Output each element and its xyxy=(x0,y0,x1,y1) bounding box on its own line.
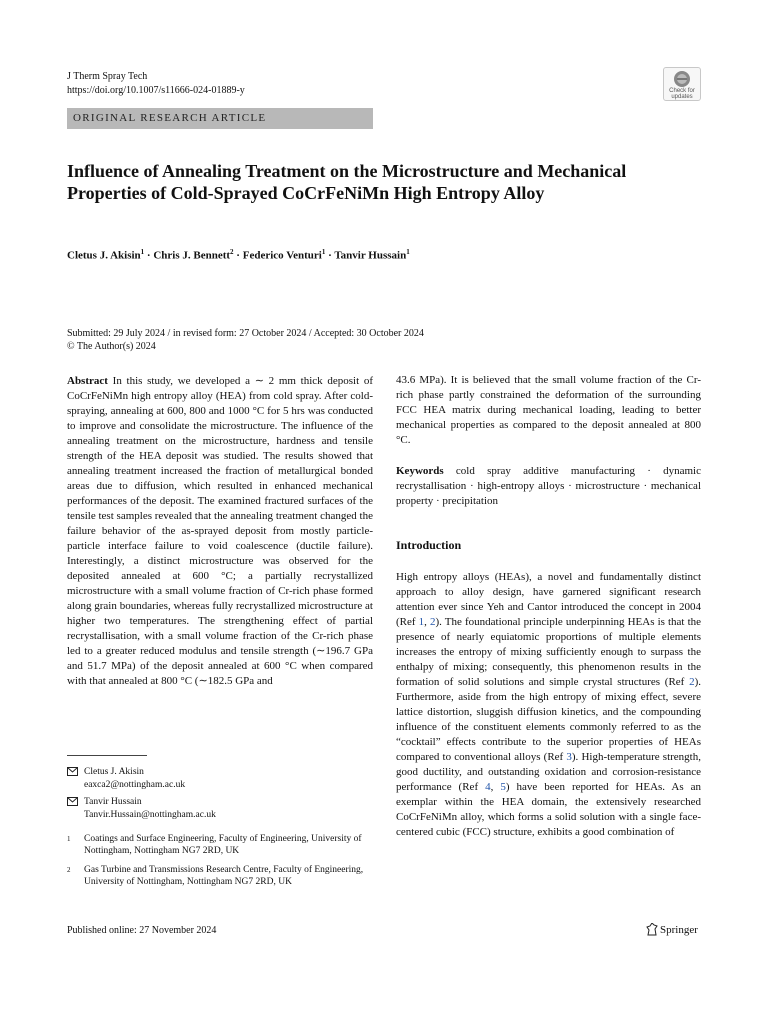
contact-email[interactable]: Tanvir.Hussain@nottingham.ac.uk xyxy=(84,810,216,820)
intro-text: High entropy alloys (HEAs), a novel and fundamentally distinct approach to alloy design, have garnered significant research attention ever since Yeh and Cantor introduced the concept in 2004 (Ref xyxy=(396,571,701,628)
author-name[interactable]: Federico Venturi xyxy=(242,249,322,262)
date-history: Submitted: 29 July 2024 / in revised form: 27 October 2024 / Accepted: 30 October 2024 xyxy=(67,328,424,339)
corresponding-author xyxy=(67,796,216,822)
author-affiliation: 1 xyxy=(406,248,410,256)
reference-link[interactable]: 2 xyxy=(689,676,695,688)
publisher-name: Springer xyxy=(660,924,698,936)
contact-name: Cletus J. Akisin xyxy=(84,767,144,777)
contact-email[interactable]: eaxca2@nottingham.ac.uk xyxy=(84,780,186,790)
reference-link[interactable]: 5 xyxy=(500,781,506,793)
article-type-banner: ORIGINAL RESEARCH ARTICLE xyxy=(67,108,373,129)
springer-horse-icon xyxy=(646,923,658,936)
affiliation-1 xyxy=(67,833,367,857)
abstract-continued xyxy=(396,373,701,509)
reference-link[interactable]: 3 xyxy=(566,751,572,763)
published-date: Published online: 27 November 2024 xyxy=(67,925,217,936)
author-name[interactable]: Tanvir Hussain xyxy=(334,249,407,262)
envelope-icon xyxy=(67,797,78,811)
abstract-heading: Abstract xyxy=(67,375,108,387)
journal-name: J Therm Spray Tech xyxy=(67,71,148,82)
check-updates-icon xyxy=(672,70,692,88)
author-list: Cletus J. Akisin$^1$ · Chris J. Bennett$^2$ · Federico Venturi$^1$ · Tanvir Hussain$^1$ xyxy=(67,248,410,262)
contact-name: Tanvir Hussain xyxy=(84,797,142,807)
intro-text: ) have been reported for HEAs. As an exemplar within the HEA domain, the extensively researched CoCrFeNiMn alloy, which forms a solid solution with a single face-centered cubic (FCC) structure, exhibits a good combination of xyxy=(396,781,702,838)
submission-dates xyxy=(67,327,424,353)
check-for-updates-badge[interactable] xyxy=(663,67,701,101)
keywords-heading: Keywords xyxy=(396,465,444,477)
intro-text: , xyxy=(424,616,430,628)
copyright-line: © The Author(s) 2024 xyxy=(67,341,156,352)
article-title: Influence of Annealing Treatment on the Microstructure and Mechanical Properties of Cold-Sprayed CoCrFeNiMn High Entropy Alloy xyxy=(67,161,627,203)
footnote-divider xyxy=(67,755,147,756)
abstract-section xyxy=(67,374,373,689)
keywords-text: cold spray additive manufacturing · dynamic recrystallisation · high-entropy alloys · microstructure · mechanical property · precipitation xyxy=(396,465,701,507)
affiliation-text: Gas Turbine and Transmissions Research Centre, Faculty of Engineering, University of Nottingham, Nottingham NG7 2RD, UK xyxy=(84,865,364,887)
author-affiliation: 2 xyxy=(230,248,234,256)
affiliation-text: Coatings and Surface Engineering, Faculty of Engineering, University of Nottingham, Nottingham NG7 2RD, UK xyxy=(84,834,362,856)
doi-link[interactable]: https://doi.org/10.1007/s11666-024-01889-y xyxy=(67,85,245,96)
introduction-text xyxy=(396,570,701,840)
affiliation-2 xyxy=(67,864,367,888)
abstract-text: In this study, we developed a ∼ 2 mm thick deposit of CoCrFeNiMn high entropy alloy (HEA) from cold spray. After cold-spraying, annealing at 600, 800 and 1000 °C for 5 hrs was conducted to improve and consolidate the microstructure. The influence of the annealing treatment on the microstructure, hardness and tensile strength of the HEA deposit was studied. The results showed that annealing treatment increased the fraction of metallurgical bonded areas due to diffusion, which resulted in enhanced mechanical performances of the deposit. The examined fractured surfaces of the tensile test samples revealed that the annealing treatment changed the failure behavior of the as-sprayed deposit from mostly particle-particle interface failure to void coalescence (ductile failure). Interestingly, a distinct microstructure was observed for the deposited annealed at 600 °C; a partially recrystallized microstructure with a small volume fraction of Cr-rich phase formed along grain boundaries, whereas fully recrystallized microstructure at higher two temperatures. The strengthening effect of partial recrystallisation, with a small volume fraction of the Cr-rich phase led to a greater reduced modulus and tensile strength (∼196.7 GPa and 51.7 MPa) of the deposit annealed at 600 °C when compared with that annealed at 800 °C (∼182.5 GPa and xyxy=(67,375,374,687)
corresponding-author xyxy=(67,766,185,792)
publisher-logo xyxy=(646,923,698,936)
reference-link[interactable]: 2 xyxy=(429,616,436,628)
check-label-2: updates xyxy=(671,94,693,100)
author-affiliation: 1 xyxy=(321,248,326,256)
intro-text: ). Furthermore, aside from the high entropy of mixing effect, severe lattice distortion, sluggish diffusion kinetics, and the compounding influence of the constituent elements commonly referred to as the “cocktail” effects contribute to the superior properties of HEAs compared to conventional alloys (Ref xyxy=(396,676,701,763)
author-name[interactable]: Cletus J. Akisin xyxy=(67,249,141,262)
intro-text: ). The foundational principle underpinning HEAs is that the presence of nearly equiatomic proportions of multiple elements increases the entropy of mixing sufficiently enough to surpass the enthalpy of mixing; consequently, this phenomenon results in the formation of solid solutions and simple crystal structures (Ref xyxy=(396,616,702,688)
reference-link[interactable]: 4 xyxy=(485,781,491,793)
affiliation-number: 2 xyxy=(67,866,71,874)
envelope-icon xyxy=(67,767,78,781)
affiliation-number: 1 xyxy=(67,835,71,843)
introduction-heading: Introduction xyxy=(396,538,462,552)
abstract-text-continued: 43.6 MPa). It is believed that the small volume fraction of the Cr-rich phase partly constrained the deformation of the surrounding FCC HEA matrix during mechanical loading, leading to better mechanical properties as compared to the deposit annealed at 800 °C. xyxy=(396,374,701,446)
author-name[interactable]: Chris J. Bennett xyxy=(153,249,231,262)
intro-text: ). High-temperature strength, good ductility, and outstanding oxidation and corrosion-resistance performance (Ref xyxy=(396,751,701,793)
author-affiliation: 1 xyxy=(140,248,145,256)
reference-link[interactable]: 1 xyxy=(418,616,425,628)
intro-text: , xyxy=(490,781,501,793)
check-label-1: Check for xyxy=(669,88,695,94)
